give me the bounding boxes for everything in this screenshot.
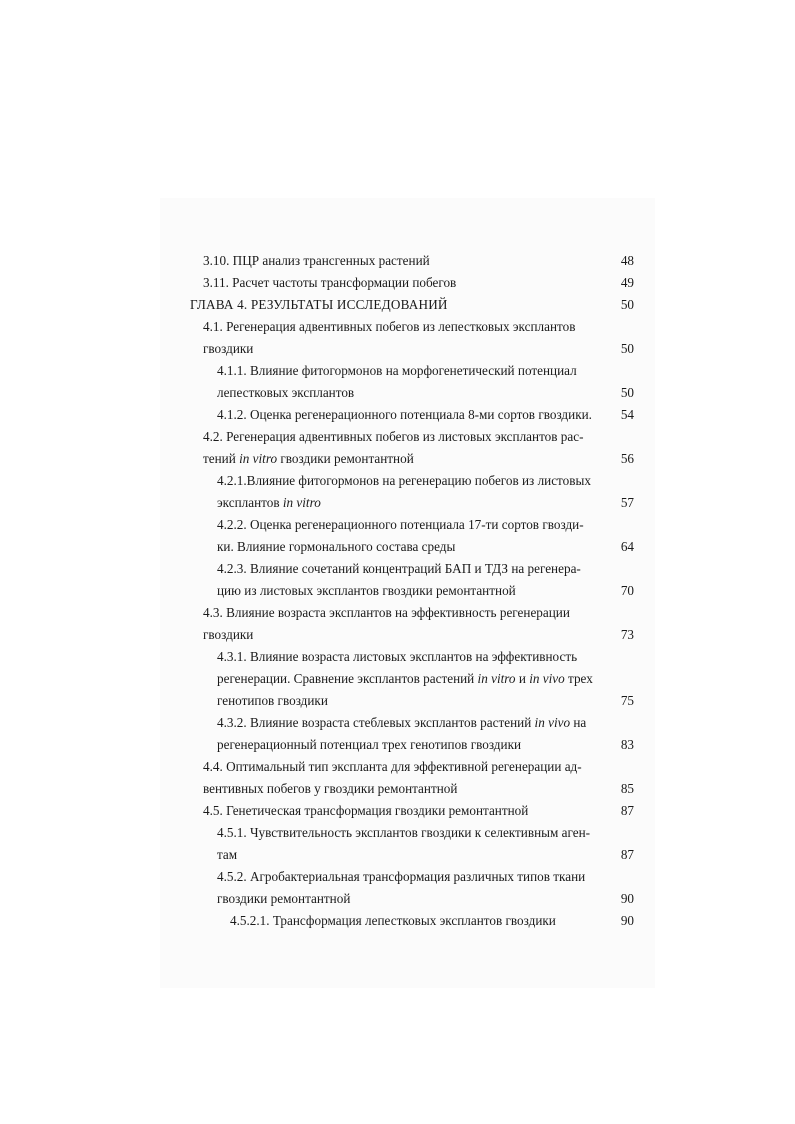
toc-page-number: 75 [620,693,634,708]
toc-entry-title: 4.5. Генетическая трансформация гвоздики ремонтантной [203,803,529,818]
toc-entry-title: 4.5.1. Чувствительность эксплантов гвоздики к селективным аген- [217,825,591,840]
toc-page-number: 48 [620,253,634,268]
text-segment: тений [203,451,240,466]
toc-page-number: 73 [620,627,634,642]
toc-entry-title: 4.5.2.1. Трансформация лепестковых эксплантов гвоздики [230,913,556,928]
toc-page-number: 50 [620,341,634,356]
text-segment: 4.3.2. Влияние возраста стеблевых эксплантов растений [217,715,535,730]
toc-entry-title: 4.1. Регенерация адвентивных побегов из лепестковых эксплантов [203,319,576,334]
italic-term: in vivo [534,715,571,730]
italic-term: in vitro [477,671,516,686]
toc-entry-title: 4.4. Оптимальный тип экспланта для эффективной регенерации ад- [203,759,582,774]
toc-page-number: 50 [620,297,634,312]
toc-entry-title: 4.2.3. Влияние сочетаний концентраций БАП и ТДЗ на регенера- [217,561,581,576]
toc-page-number: 83 [620,737,634,752]
toc-entry-title: 3.10. ПЦР анализ трансгенных растений [203,253,430,268]
toc-entry-title [217,712,586,734]
toc-chapter-title: ГЛАВА 4. РЕЗУЛЬТАТЫ ИССЛЕДОВАНИЙ [190,297,448,312]
toc-page-number: 87 [620,847,634,862]
toc-page-number: 87 [620,803,634,818]
toc-entry-title-cont: ки. Влияние гормонального состава среды [217,539,456,554]
toc-page-number: 90 [620,913,634,928]
toc-entry-title: 4.1.1. Влияние фитогормонов на морфогенетический потенциал [217,363,577,378]
toc-entry-title: 4.3. Влияние возраста эксплантов на эффективность регенерации [203,605,570,620]
toc-entry-title-cont [217,492,321,514]
toc-page-number: 85 [620,781,634,796]
toc-entry-title: 4.3.1. Влияние возраста листовых эксплантов на эффективность [217,649,578,664]
text-segment: гвоздики ремонтантной [277,451,414,466]
toc-page-number: 64 [620,539,634,554]
toc-entry-title: 4.2.2. Оценка регенерационного потенциала 17-ти сортов гвозди- [217,517,584,532]
toc-entry-title-cont: цию из листовых эксплантов гвоздики ремонтантной [217,583,516,598]
toc-page-number: 90 [620,891,634,906]
toc-page-number: 56 [620,451,634,466]
toc-entry-title-cont: гвоздики [203,627,254,642]
toc-page-number: 57 [620,495,634,510]
toc-page-number: 70 [620,583,634,598]
toc-page-number: 49 [620,275,634,290]
italic-term: in vivo [529,671,565,686]
toc-entry-title: 3.11. Расчет частоты трансформации побегов [203,275,457,290]
toc-entry-title-cont: гвоздики [203,341,254,356]
italic-term: in vitro [282,495,321,510]
toc-entry-title-cont: вентивных побегов у гвоздики ремонтантной [203,781,458,796]
toc-entry-title-cont [203,448,414,470]
toc-entry-title-cont: лепестковых эксплантов [217,385,355,400]
toc-entry-title: 4.1.2. Оценка регенерационного потенциала 8-ми сортов гвоздики. [217,407,592,422]
text-segment: на [570,715,587,730]
toc-entry-title: 4.2. Регенерация адвентивных побегов из листовых эксплантов рас- [203,429,584,444]
toc-entry-title-cont [217,668,593,690]
toc-entry-title: 4.5.2. Агробактериальная трансформация различных типов ткани [217,869,586,884]
toc-page-number: 54 [620,407,634,422]
toc-entry-title-cont: гвоздики ремонтантной [217,891,351,906]
text-segment: эксплантов [217,495,283,510]
toc-page-number: 50 [620,385,634,400]
text-segment: и [515,671,530,686]
text-segment: трех [564,671,593,686]
text-segment: регенерации. Сравнение эксплантов растений [217,671,478,686]
toc-entry-title-cont: там [217,847,238,862]
toc-entry-title-cont: регенерационный потенциал трех генотипов гвоздики [217,737,522,752]
italic-term: in vitro [239,451,278,466]
toc-entry-title-cont: генотипов гвоздики [217,693,328,708]
toc-entry-title: 4.2.1.Влияние фитогормонов на регенерацию побегов из листовых [217,473,591,488]
